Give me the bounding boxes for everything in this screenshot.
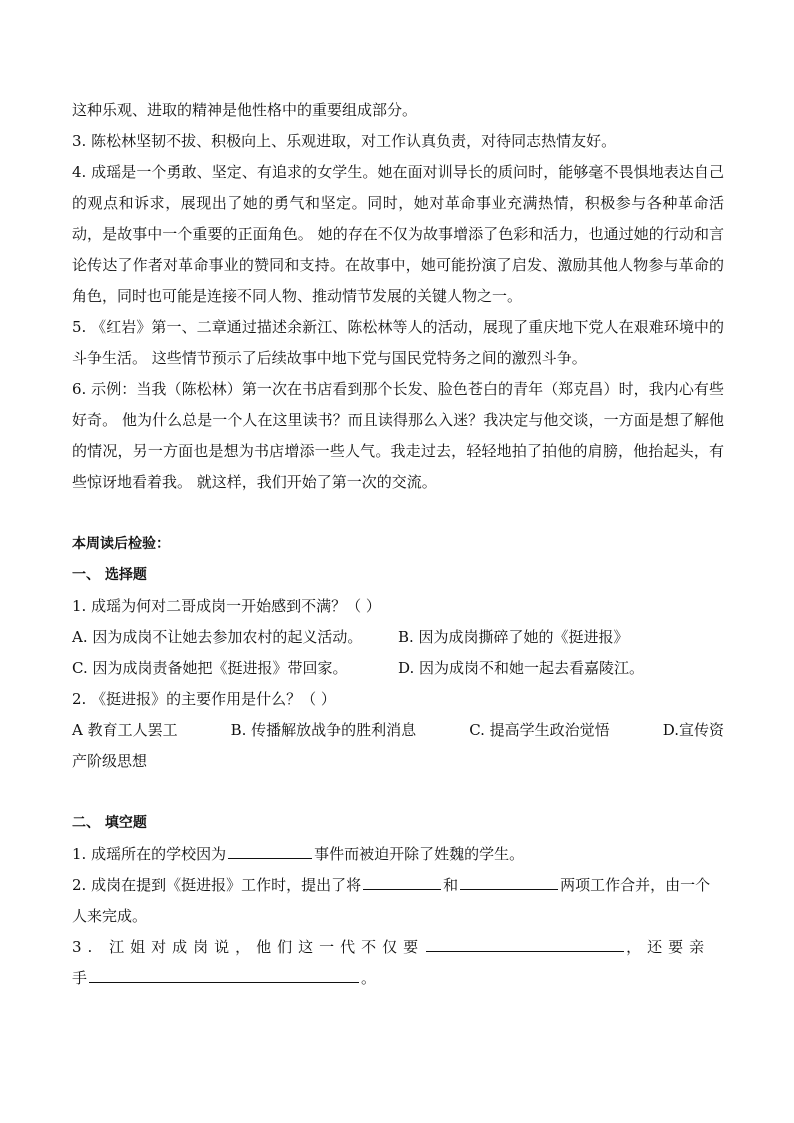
fill-question-3 xyxy=(72,932,724,963)
option-2d-continued: 产阶级思想 xyxy=(72,752,148,770)
fill-2-prefix: 2. 成岗在提到《挺进报》工作时，提出了将 xyxy=(72,876,362,894)
question-1-options-row-1 xyxy=(72,622,724,653)
fill-1-blank[interactable] xyxy=(228,840,312,859)
spacer xyxy=(72,777,724,808)
question-2: 2. 《挺进报》的主要作用是什么？（ ） xyxy=(72,690,336,708)
quiz-title: 本周读后检验： xyxy=(72,536,170,552)
fill-2-middle: 和 xyxy=(443,876,459,894)
option-2b: B. 传播解放战争的胜利消息 xyxy=(230,721,417,739)
fill-1-suffix: 事件而被迫开除了姓魏的学生。 xyxy=(314,845,525,863)
fill-3-blank-b[interactable] xyxy=(89,964,359,983)
option-2c: C. 提高学生政治觉悟 xyxy=(469,721,610,739)
fill-2-suffix: 两项工作合并，由一个 xyxy=(560,876,711,894)
fill-question-3-continued xyxy=(72,963,724,994)
answer-line-0: 这种乐观、进取的精神是他性格中的重要组成部分。 xyxy=(72,101,418,119)
option-1d: D. 因为成岗不和她一起去看嘉陵江。 xyxy=(398,659,645,677)
fill-3-prefix: 3. 江姐对成岗说，他们这一代不仅要 xyxy=(72,938,425,956)
fill-3-tail-prefix: 手 xyxy=(72,969,88,987)
option-2a: A 教育工人罢工 xyxy=(72,721,178,739)
fill-question-2-continued: 人来完成。 xyxy=(72,907,148,925)
fill-question-2 xyxy=(72,870,724,901)
document-page xyxy=(72,95,724,994)
answer-3: 3. 陈松林坚韧不拔、积极向上、乐观进取，对工作认真负责，对待同志热情友好。 xyxy=(72,132,617,150)
question-1: 1. 成瑶为何对二哥成岗一开始感到不满？（ ） xyxy=(72,597,381,615)
fill-3-tail-suffix: 。 xyxy=(361,969,377,987)
spacer xyxy=(72,498,724,529)
section-fill-heading: 二、 填空题 xyxy=(72,815,147,831)
answer-6: 6. 示例：当我（陈松林）第一次在书店看到那个长发、脸色苍白的青年（郑克昌）时，我内心有些好奇。 他为什么总是一个人在这里读书？而且读得那么入迷？我决定与他交谈，一方面是想了解他的情况，另一方面也是想为书店增添一些人气。我走过去，轻轻地拍了拍他的肩膀，他抬起头，有些惊讶地看着我。 就这样，我们开始了第一次的交流。 xyxy=(72,380,724,491)
section-choice-heading: 一、 选择题 xyxy=(72,567,147,583)
option-2d: D.宣传资 xyxy=(662,721,724,739)
option-1b: B. 因为成岗撕碎了她的《挺进报》 xyxy=(398,628,629,646)
fill-3-blank-a[interactable] xyxy=(426,933,624,952)
fill-2-blank-b[interactable] xyxy=(460,871,558,890)
option-1c: C. 因为成岗责备她把《挺进报》带回家。 xyxy=(72,659,348,677)
fill-question-1 xyxy=(72,839,724,870)
question-1-options-row-2 xyxy=(72,653,724,684)
answer-5: 5. 《红岩》第一、二章通过描述余新江、陈松林等人的活动，展现了重庆地下党人在艰难环境中的斗争生活。 这些情节预示了后续故事中地下党与国民党特务之间的激烈斗争。 xyxy=(72,318,724,367)
answer-4: 4. 成瑶是一个勇敢、坚定、有追求的女学生。她在面对训导长的质问时，能够毫不畏惧地表达自己的观点和诉求，展现出了她的勇气和坚定。同时，她对革命事业充满热情，积极参与各种革命活动，是故事中一个重要的正面角色。 她的存在不仅为故事增添了色彩和活力，也通过她的行动和言论传达了作者对革命事业的赞同和支持。在故事中，她可能扮演了启发、激励其他人物参与革命的角色，同时也可能是连接不同人物、推动情节发展的关键人物之一。 xyxy=(72,163,724,305)
fill-2-blank-a[interactable] xyxy=(363,871,441,890)
question-2-options-row xyxy=(72,715,724,746)
option-1a: A. 因为成岗不让她去参加农村的起义活动。 xyxy=(72,628,363,646)
fill-3-middle: ，还要亲 xyxy=(626,938,711,956)
fill-1-prefix: 1. 成瑶所在的学校因为 xyxy=(72,845,227,863)
